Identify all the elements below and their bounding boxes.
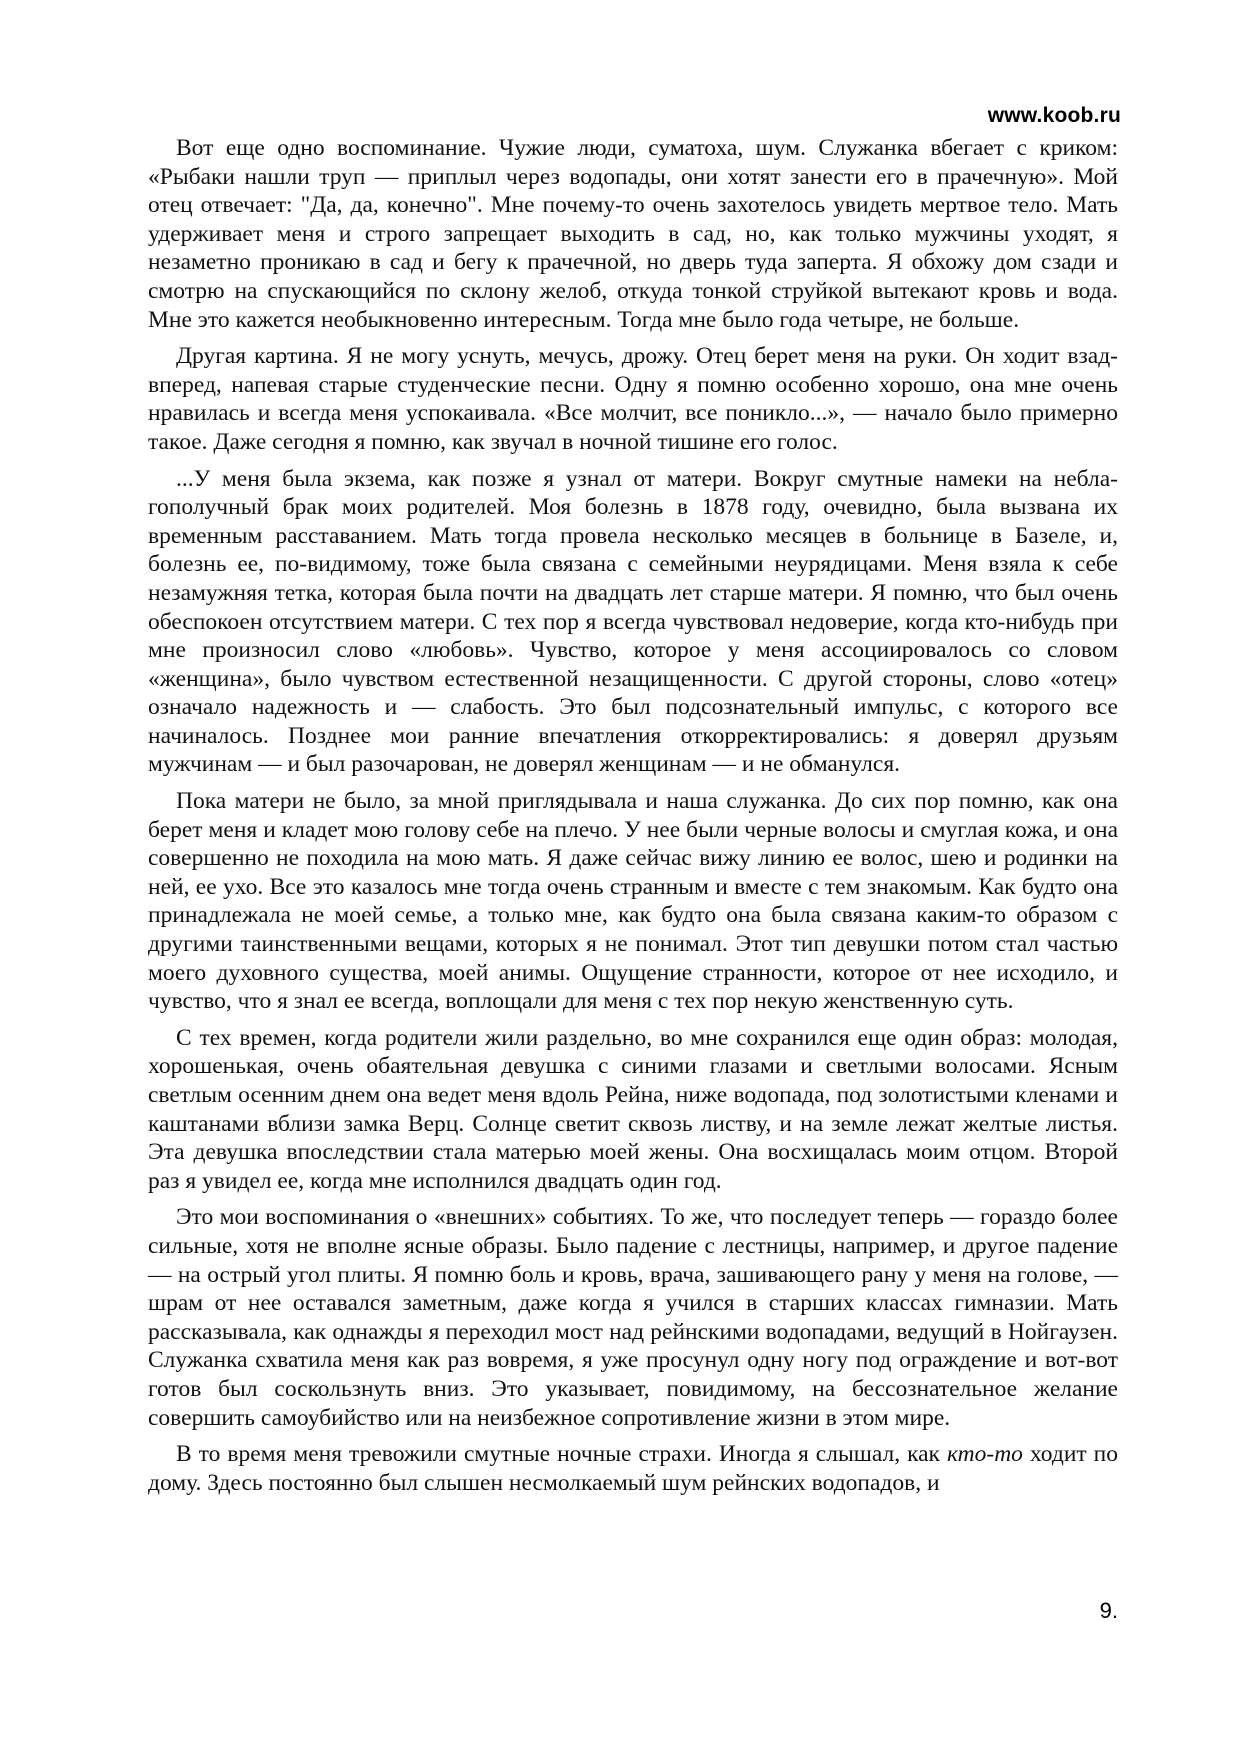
paragraph: Вот еще одно воспоминание. Чужие люди, суматоха, шум. Служанка вбегает с криком: «Рыбаки нашли труп — приплыл через водопады, они хотят занести его в прачечную». Мой отец отвечает: "Да, да, конечно". Мне почему-то очень захотелось увидеть мертвое тело. Мать удерживает меня и строго запрещает выходить в сад, но, как только мужчины уходят, я незаметно проникаю в сад и бегу к прачечной, но дверь туда заперта. Я обхожу дом сзади и смотрю на спускающийся по склону желоб, откуда тонкой струйкой вытекают кровь и вода. Мне это кажется необыкновенно интересным. Тогда мне было года четыре, не больше.: [148, 135, 1118, 333]
paragraph-text: ходит по дому. Здесь постоянно был слышен несмолкаемый шум рейнских водопадов, и: [148, 1441, 1118, 1496]
emphasis-text: кто-то: [946, 1441, 1023, 1468]
paragraph: ...У меня была экзема, как позже я узнал от матери. Вокруг смутные намеки на неблагополучный брак моих родителей. Моя болезнь в 1878 году, очевидно, была вызвана их временным расставанием. Мать тогда провела несколько месяцев в больнице в Базеле, и, болезнь ее, по-видимому, тоже была связана с семейными неурядицами. Меня взяла к себе незамужняя тетка, которая была почти на двадцать лет старше матери. Я помню, что был очень обеспокоен отсутствием матери. С тех пор я всегда чувствовал недоверие, когда кто-нибудь при мне произносил слово «любовь». Чувство, которое у меня ассоциировалось со словом «женщина», было чувством естественной незащищенности. С другой стороны, слово «отец» означало надежность и — слабость. Это был подсознательный импульс, с которого все начиналось. Позднее мои ранние впечатления откорректировались: я доверял друзьям мужчинам — и был разочарован, не доверял женщинам — и не обманулся.: [148, 465, 1118, 778]
page-number: 9.: [1099, 1598, 1118, 1623]
paragraph: Другая картина. Я не могу уснуть, мечусь, дрожу. Отец берет меня на руки. Он ходит взад-вперед, напевая старые студенческие песни. Одну я помню особенно хорошо, она мне очень нравилась и всегда меня успокаивала. «Все молчит, все поникло...», — начало было примерно такое. Даже сегодня я помню, как звучал в ночной тишине его голос.: [148, 343, 1118, 455]
site-header: www.koob.ru: [987, 104, 1121, 127]
paragraph-last: [148, 1440, 1118, 1497]
paragraph: Это мои воспоминания о «внешних» событиях. То же, что последует теперь — гораздо более сильные, хотя не вполне ясные образы. Было падение с лестницы, например, и другое падение — на острый угол плиты. Я помню боль и кровь, врача, зашивающего рану у меня на голове, — шрам от нее оставался заметным, даже когда я учился в старших классах гимназии. Мать рассказывала, как однажды я переходил мост над рейнскими водопадами, ведущий в Нойгаузен. Служанка схватила меня как раз вовремя, я уже просунул одну ногу под ограждение и вот-вот готов был соскользнуть вниз. Это указывает, повидимому, на бессознательное желание совершить самоубийство или на неизбежное сопротивление жизни в этом мире.: [148, 1204, 1118, 1431]
paragraph: С тех времен, когда родители жили раздельно, во мне сохранился еще один образ: молодая, хорошенькая, очень обаятельная девушка с синими глазами и светлыми волосами. Ясным светлым осенним днем она ведет меня вдоль Рейна, ниже водопада, под золотистыми кленами и каштанами вблизи замка Верц. Солнце светит сквозь листву, и на земле лежат желтые листья. Эта девушка впоследствии стала матерью моей жены. Она восхищалась моим отцом. Второй раз я увидел ее, когда мне исполнился двадцать один год.: [148, 1024, 1118, 1194]
paragraph-text: В то время меня тревожили смутные ночные страхи. Иногда я слышал, как: [176, 1441, 947, 1468]
paragraph: Пока матери не было, за мной приглядывала и наша служанка. До сих пор помню, как она берет меня и кладет мою голову себе на плечо. У нее были черные волосы и смуглая кожа, и она совершенно не походила на мою мать. Я даже сейчас вижу линию ее волос, шею и родинки на ней, ее ухо. Все это казалось мне тогда очень странным и вместе с тем знакомым. Как будто она принадлежала не моей семье, а только мне, как будто она была связана каким-то образом с другими таинственными вещами, которых я не понимал. Этот тип девушки потом стал частью моего духовного существа, моей анимы. Ощущение странности, которое от нее исходило, и чувство, что я знал ее всегда, воплощали для меня с тех пор некую женственную суть.: [148, 788, 1118, 1015]
body-text: [148, 134, 1118, 1505]
